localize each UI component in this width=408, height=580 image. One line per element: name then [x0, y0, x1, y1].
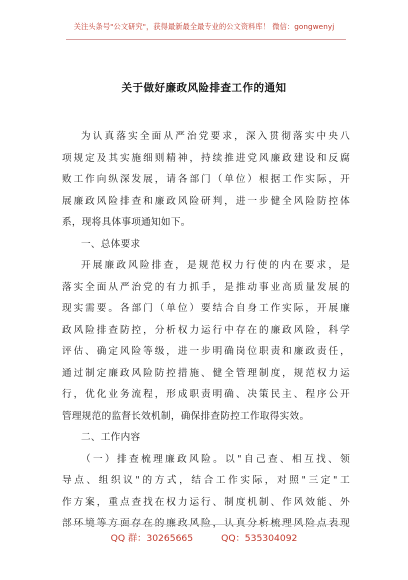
body-line: 部环境等方面存在的廉政风险，认真分析梳理风险点表现 — [62, 518, 350, 529]
body-line: 现实需要。各部门（单位）要结合自身工作实际，开展廉 — [62, 303, 350, 314]
section-heading: 一、总体要求 — [81, 238, 141, 250]
body-line: 落实全面从严治党的有力抓手，是推动事业高质量发展的 — [62, 281, 350, 293]
header-divider — [66, 39, 346, 40]
body-line: 为认真落实全面从严治党要求，深入贯彻落实中央八 — [81, 131, 350, 142]
body-line: 管理规范的监督长效机制，确保排查防控工作取得实效。 — [62, 410, 310, 422]
body-line: 败工作向纵深发展，请各部门（单位）根据工作实际，开 — [62, 174, 350, 185]
body-line: 作方案，重点查找在权力运行、制度机制、作风效能、外 — [62, 496, 350, 508]
body-line: 系，现将具体事项通知如下。 — [62, 217, 191, 228]
footer-qq-group: QQ 群：30265665 — [110, 533, 194, 544]
body-line: 评估、确定风险等级，进一步明确岗位职责和廉政责任， — [62, 346, 350, 357]
header-promo-note: 关注头条号"公文研究"，获得最新最全最专业的公文资料库！ 微信：gongwenyj — [73, 22, 335, 31]
body-line: 展廉政风险排查和廉政风险研判，进一步健全风险防控体 — [62, 195, 350, 207]
body-line: 开展廉政风险排查，是规范权力行使的内在要求，是 — [81, 260, 350, 271]
footer-divider — [66, 524, 346, 525]
footer-contact — [0, 530, 408, 544]
body-line: 政风险排查防控，分析权力运行中存在的廉政风险，科学 — [62, 324, 350, 336]
section-heading: 二、工作内容 — [81, 432, 141, 443]
document-title: 关于做好廉政风险排查工作的通知 — [121, 82, 287, 94]
document-body — [62, 126, 350, 535]
footer-qq: QQ：535304092 — [221, 533, 298, 544]
body-line: 行，优化业务流程，形成职责明确、决策民主、程序公开 — [62, 389, 350, 400]
body-line: （一）排查梳理廉政风险。以"自己查、相互找、领 — [81, 453, 350, 465]
body-line: 项规定及其实施细则精神，持续推进党风廉政建设和反腐 — [62, 152, 350, 164]
body-line: 导点、组织议"的方式，结合工作实际，对照"三定"工 — [62, 475, 350, 486]
body-line: 通过制定廉政风险防控措施、健全管理制度，规范权力运 — [62, 367, 350, 379]
